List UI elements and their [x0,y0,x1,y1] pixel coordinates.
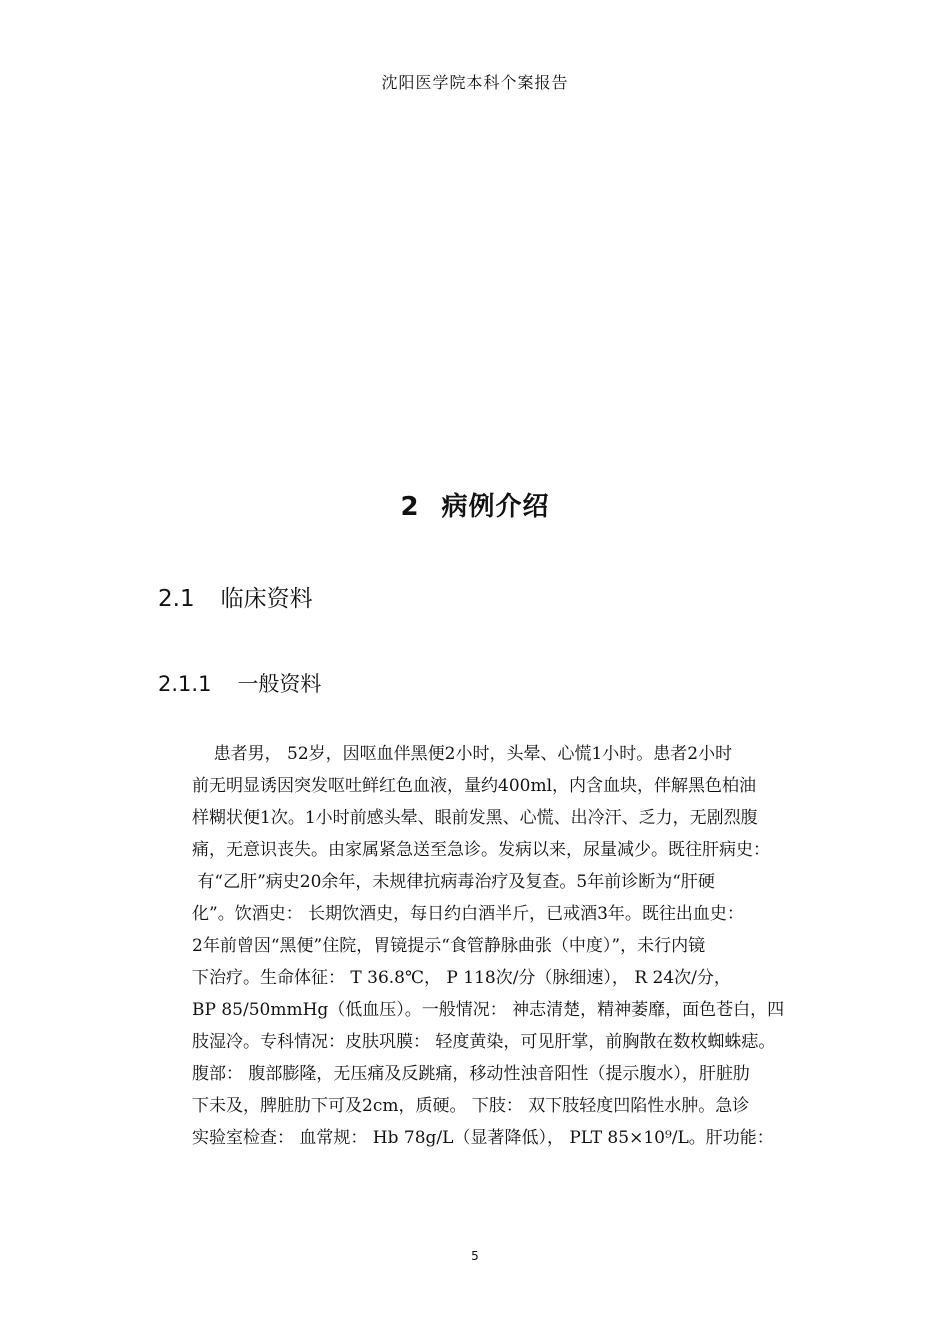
paragraph-line: 患者男， 52岁，因呕血伴黑便2小时，头晕、心慌1小时。患者2小时 [192,744,733,764]
section-title-text: 临床资料 [220,586,313,612]
section-number: 2.1 [158,586,195,612]
case-paragraph [192,738,852,1154]
paragraph-line: 腹部： 腹部膨隆，无压痛及反跳痛，移动性浊音阳性（提示腹水），肝脏肋 [192,1064,750,1084]
paragraph-line: 实验室检查： 血常规： Hb 78g/L（显著降低）， PLT 85×10⁹/L。肝功能： [192,1128,774,1148]
paragraph-line: 下未及，脾脏肋下可及2cm，质硬。 下肢： 双下肢轻度凹陷性水肿。急诊 [192,1096,750,1116]
paragraph-line: 痛，无意识丧失。由家属紧急送至急诊。发病以来，尿量减少。既往肝病史： [192,840,770,860]
paragraph-line: 前无明显诱因突发呕吐鲜红色血液，量约400ml，内含血块，伴解黑色柏油 [192,776,757,796]
page-number: 5 [471,1249,479,1263]
subsection-title-text: 一般资料 [237,672,322,696]
paragraph-line: BP 85/50mmHg（低血压）。一般情况： 神志清楚，精神萎靡，面色苍白，四 [192,1000,785,1020]
section-heading [158,580,313,613]
paragraph-line: 下治疗。生命体征： T 36.8℃， P 118次/分（脉细速）， R 24次/分， [192,968,731,988]
running-header: 沈阳医学院本科个案报告 [381,73,569,92]
paragraph-line: 肢湿冷。专科情况：皮肤巩膜： 轻度黄染，可见肝掌，前胸散在数枚蜘蛛痣。 [192,1032,776,1052]
subsection-number: 2.1.1 [158,672,212,696]
paragraph-line: 有“乙肝”病史20余年，未规律抗病毒治疗及复查。5年前诊断为“肝硬 [192,872,715,892]
paragraph-line: 化”。饮酒史： 长期饮酒史，每日约白酒半斤，已戒酒3年。既往出血史： [192,904,744,924]
paragraph-line: 2年前曾因“黑便”住院，胃镜提示“食管静脉曲张（中度）”，未行内镜 [192,936,706,956]
chapter-title-text: 病例介绍 [441,492,550,522]
subsection-heading [158,668,321,698]
chapter-number: 2 [400,492,420,522]
chapter-heading [0,486,950,523]
paragraph-line: 样糊状便1次。1小时前感头晕、眼前发黑、心慌、出冷汗、乏力，无剧烈腹 [192,808,758,828]
